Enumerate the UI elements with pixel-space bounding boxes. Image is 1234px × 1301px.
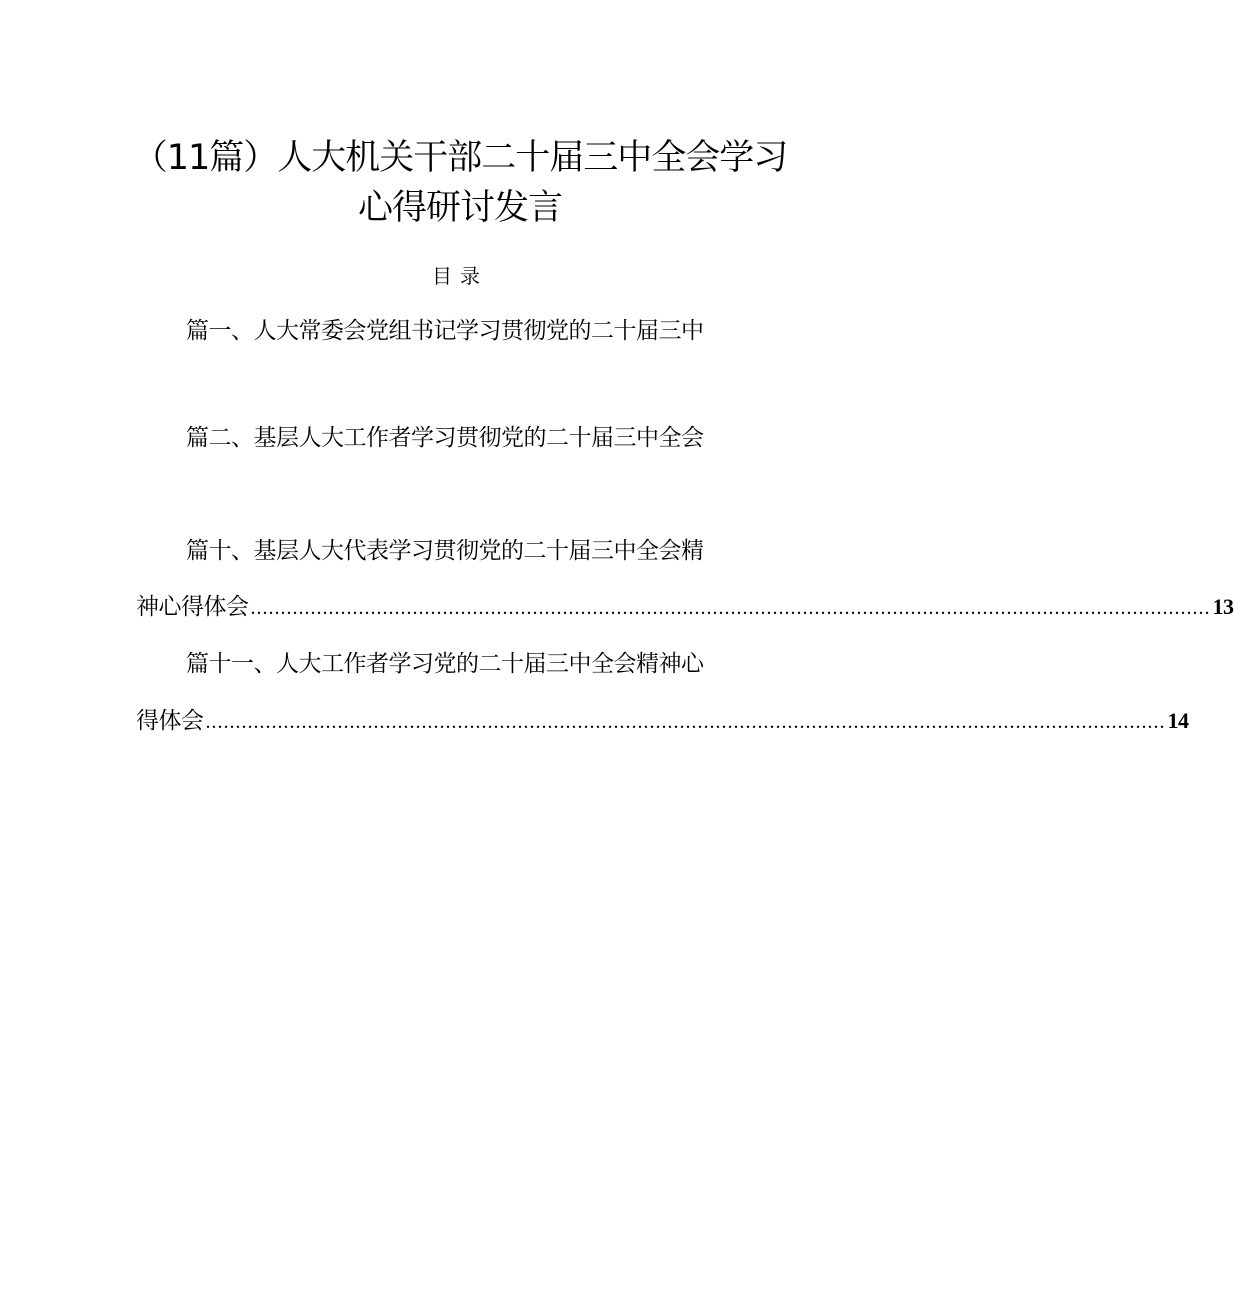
document-title-line-2: 心得研讨发言	[357, 188, 562, 228]
toc-entry-11-page-number: 14	[1167, 708, 1189, 733]
toc-entry-11-continuation[interactable]	[136, 706, 1189, 737]
document-title-line-1: （11篇）人大机关干部二十届三中全会学习	[132, 138, 788, 178]
toc-heading: 目录	[432, 264, 488, 288]
toc-entry-11-text: 得体会	[136, 708, 204, 734]
dot-leader: ................................................................................................................................................................	[205, 711, 1166, 733]
toc-entry-10[interactable]: 篇十、基层人大代表学习贯彻党的二十届三中全会精	[186, 538, 704, 564]
toc-entry-11[interactable]: 篇十一、人大工作者学习党的二十届三中全会精神心	[186, 651, 704, 677]
toc-entry-10-page-number: 13	[1212, 594, 1234, 619]
toc-entry-2[interactable]: 篇二、基层人大工作者学习贯彻党的二十届三中全会	[186, 425, 704, 451]
toc-entry-10-text: 神心得体会	[136, 594, 249, 620]
toc-entry-1[interactable]: 篇一、人大常委会党组书记学习贯彻党的二十届三中	[186, 318, 704, 344]
toc-entry-10-continuation[interactable]	[136, 592, 1234, 623]
dot-leader: ................................................................................................................................................................	[250, 597, 1211, 619]
